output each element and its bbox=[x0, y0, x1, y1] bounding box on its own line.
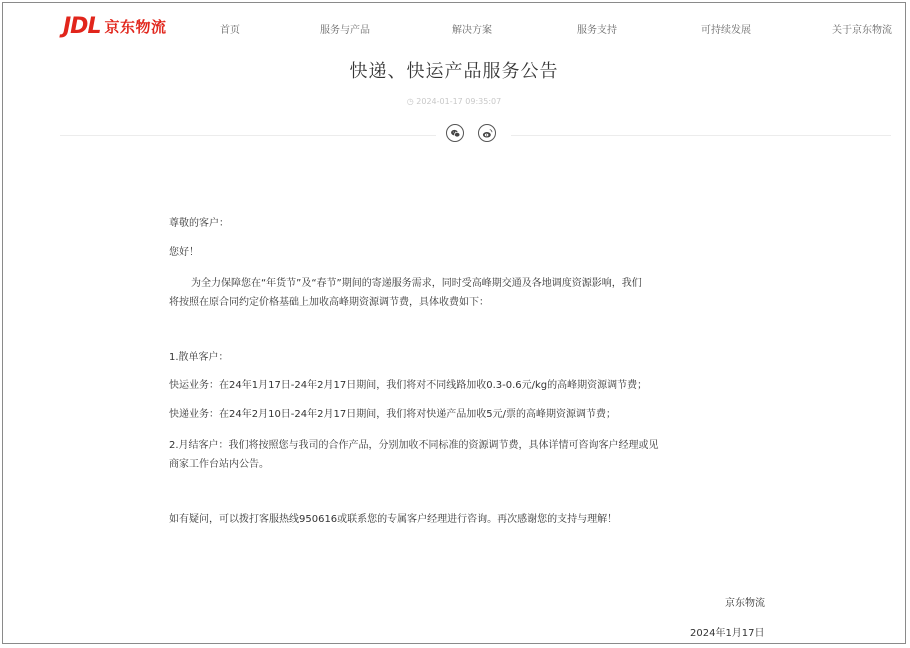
weibo-icon bbox=[482, 128, 493, 139]
item2-line2: 商家工作台站内公告。 bbox=[169, 459, 269, 470]
logo-mark: JDL bbox=[63, 14, 101, 39]
intro-paragraph-line1: 为全力保障您在“年货节”及“春节”期间的寄递服务需求，同时受高峰期交通及各地调度资源影响，我们 bbox=[191, 278, 642, 289]
wechat-icon bbox=[450, 128, 461, 139]
nav-item-home[interactable]: 首页 bbox=[220, 25, 240, 36]
item1-heading: 1.散单客户： bbox=[169, 352, 229, 363]
page-title: 快递、快运产品服务公告 bbox=[349, 61, 559, 82]
item1-express-text: 快递业务：在24年2月10日-24年2月17日期间，我们将对快递产品加收5元/票的高峰期资源调节费； bbox=[169, 409, 616, 420]
publish-date: ◷ 2024-01-17 09:35:07 bbox=[406, 97, 502, 106]
nav-item-about[interactable]: 关于京东物流 bbox=[832, 25, 892, 36]
greeting: 尊敬的客户： bbox=[169, 218, 229, 229]
wechat-share-button[interactable] bbox=[446, 124, 464, 142]
page-frame bbox=[2, 2, 906, 644]
weibo-share-button[interactable] bbox=[478, 124, 496, 142]
logo-text: 京东物流 bbox=[104, 18, 167, 36]
item1-freight-text: 快运业务：在24年1月17日-24年2月17日期间，我们将对不同线路加收0.3-0.6元/kg的高峰期资源调节费； bbox=[169, 380, 648, 391]
signature: 京东物流 bbox=[725, 598, 765, 609]
closing-text: 如有疑问，可以拨打客服热线950616或联系您的专属客户经理进行咨询。再次感谢您的支持与理解！ bbox=[169, 514, 618, 525]
logo[interactable] bbox=[63, 14, 166, 39]
intro-paragraph-line2: 将按照在原合同约定价格基础上加收高峰期资源调节费，具体收费如下： bbox=[169, 297, 489, 308]
nav-item-support[interactable]: 服务支持 bbox=[577, 25, 617, 36]
nav-item-solutions[interactable]: 解决方案 bbox=[452, 25, 492, 36]
divider bbox=[60, 135, 436, 136]
top-navigation bbox=[3, 3, 905, 51]
sign-date: 2024年1月17日 bbox=[690, 628, 765, 639]
nav-item-services[interactable]: 服务与产品 bbox=[320, 25, 370, 36]
divider bbox=[511, 135, 891, 136]
hello-text: 您好！ bbox=[169, 247, 199, 258]
nav-item-sustainability[interactable]: 可持续发展 bbox=[701, 25, 751, 36]
item2-line1: 2.月结客户：我们将按照您与我司的合作产品，分别加收不同标准的资源调节费，具体详情可咨询客户经理或见 bbox=[169, 440, 659, 451]
